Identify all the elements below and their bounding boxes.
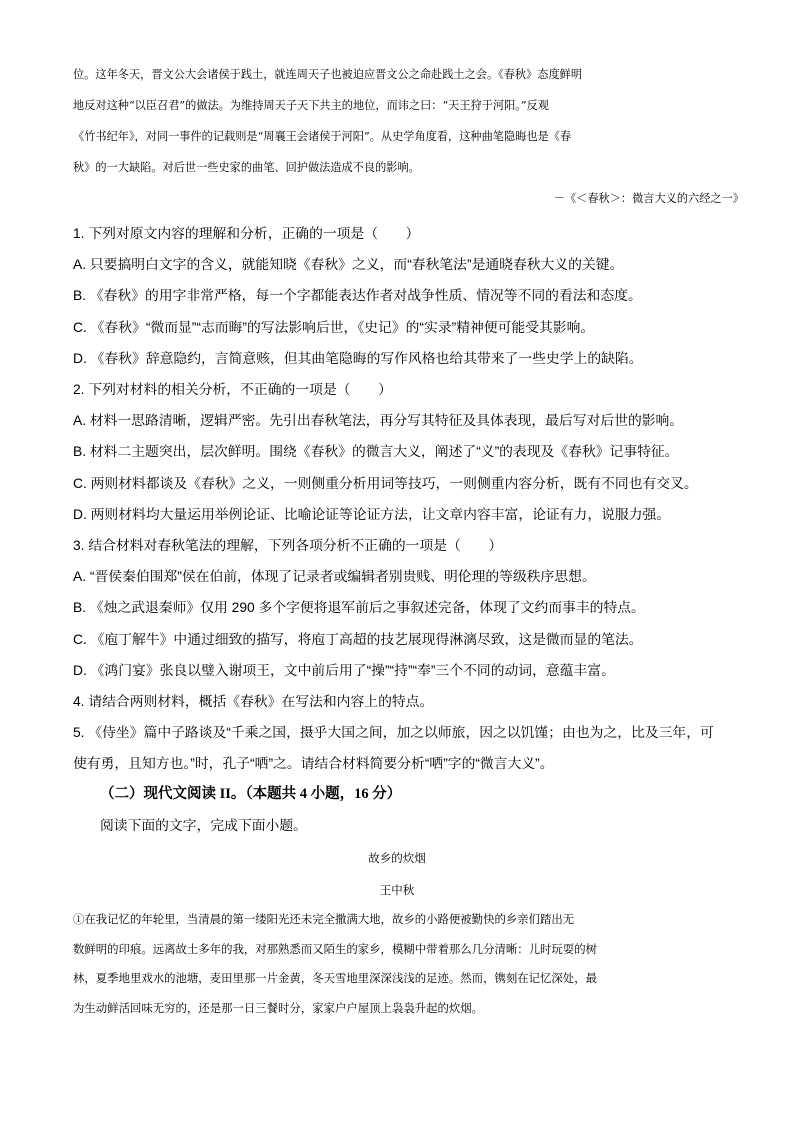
material-line: 地反对这种“以臣召君”的做法。为维持周天子天下共主的地位，而讳之曰：“天王狩于河阳。”反观 <box>73 99 549 112</box>
article-line: 林，夏季地里戏水的池塘，麦田里那一片金黄，冬天雪地里深深浅浅的足迹。然而，镌刻在记忆深处，最 <box>73 971 597 985</box>
question-5: 5. 《侍坐》篇中子路谈及“千乘之国，摄乎大国之间，加之以师旅，因之以饥馑；由也为之，比及三年，可使有勇，且知方也。”时，孔子“哂”之。请结合材料简要分析“哂”字的“微言大义”。 <box>73 725 714 772</box>
question-2-option-c: C. 两则材料都谈及《春秋》之义，一则侧重分析用词等技巧，一则侧重内容分析，既有不同也有交叉。 <box>73 475 698 491</box>
article-line: 数鲜明的印痕。远离故土多年的我，对那熟悉而又陌生的家乡，模糊中带着那么几分清晰：儿时玩耍的树 <box>73 941 597 956</box>
question-4: 4. 请结合两则材料，概括《春秋》在写法和内容上的特点。 <box>73 694 434 710</box>
article-author: 王中秋 <box>379 883 415 897</box>
material-source: －《＜春秋＞：微言大义的六经之一》 <box>553 192 744 205</box>
material-line: 秋》的一大缺陷。对后世一些史家的曲笔、回护做法造成不良的影响。 <box>73 161 420 174</box>
question-1-option-d: D. 《春秋》辞意隐约，言简意赅，但其曲笔隐晦的写作风格也给其带来了一些史学上的缺陷。 <box>73 350 643 366</box>
question-2-stem: 2. 下列对材料的相关分析，不正确的一项是（ ） <box>73 382 392 398</box>
question-3-option-a: A. “晋侯秦伯围郑”侯在伯前，体现了记录者或编辑者别贵贱、明伦理的等级秩序思想。 <box>73 569 596 585</box>
question-1-option-b: B. 《春秋》的用字非常严格，每一个字都能表达作者对战争性质、情况等不同的看法和态度。 <box>73 288 642 304</box>
question-1-stem: 1. 下列对原文内容的理解和分析，正确的一项是（ ） <box>73 226 420 241</box>
article-title: 故乡的炊烟 <box>368 851 426 865</box>
article-line: ①在我记忆的年轮里，当清晨的第一缕阳光还未完全撒满大地，故乡的小路便被勤快的乡亲们踏出无 <box>73 912 575 926</box>
question-1-option-a: A. 只要搞明白文字的含义，就能知晓《春秋》之义，而“春秋笔法”是通晓春秋大义的关键。 <box>73 257 624 273</box>
question-3-option-b: B. 《烛之武退秦师》仅用 290 多个字便将退军前后之事叙述完备，体现了文约而事丰的特点。 <box>73 600 645 616</box>
article-line: 为生动鲜活回味无穷的，还是那一日三餐时分，家家户户屋顶上袅袅升起的炊烟。 <box>73 1000 484 1015</box>
question-2-option-b: B. 材料二主题突出，层次鲜明。围绕《春秋》的微言大义，阐述了“义”的表现及《春秋》记事特征。 <box>73 444 679 460</box>
material-continuation <box>73 59 721 183</box>
section-heading: （二）现代文阅读 II。（本题共 4 小题，16 分） <box>100 786 402 802</box>
question-3-stem: 3. 结合材料对春秋笔法的理解，下列各项分析不正确的一项是（ ） <box>73 538 503 554</box>
question-2-option-d: D. 两则材料均大量运用举例论证、比喻论证等论证方法，让文章内容丰富，论证有力，说服力强。 <box>73 506 671 522</box>
material-line: 位。这年冬天，晋文公大会诸侯于践土，就连周天子也被迫应晋文公之命赴践土之会。《春秋》态度鲜明 <box>73 68 583 81</box>
article-paragraph-1 <box>73 905 721 1023</box>
question-3-option-d: D. 《鸿门宴》张良以璧入谢项王，文中前后用了“操”“持”“奉”三个不同的动词，意蕴丰富。 <box>73 662 615 678</box>
reading-instruction: 阅读下面的文字，完成下面小题。 <box>100 818 307 833</box>
question-list <box>73 218 721 780</box>
question-1-option-c: C. 《春秋》“微而显”“志而晦”的写法影响后世，《史记》的“实录”精神便可能受其影响。 <box>73 319 595 335</box>
question-2-option-a: A. 材料一思路清晰，逻辑严密。先引出春秋笔法，再分写其特征及具体表现，最后写对后世的影响。 <box>73 413 684 429</box>
question-3-option-c: C. 《庖丁解牛》中通过细致的描写，将庖丁高超的技艺展现得淋漓尽致，这是微而显的笔法。 <box>73 631 643 647</box>
material-line: 《竹书纪年》，对同一事件的记载则是“周襄王会诸侯于河阳”。从史学角度看，这种曲笔隐晦也是《春 <box>73 130 572 143</box>
